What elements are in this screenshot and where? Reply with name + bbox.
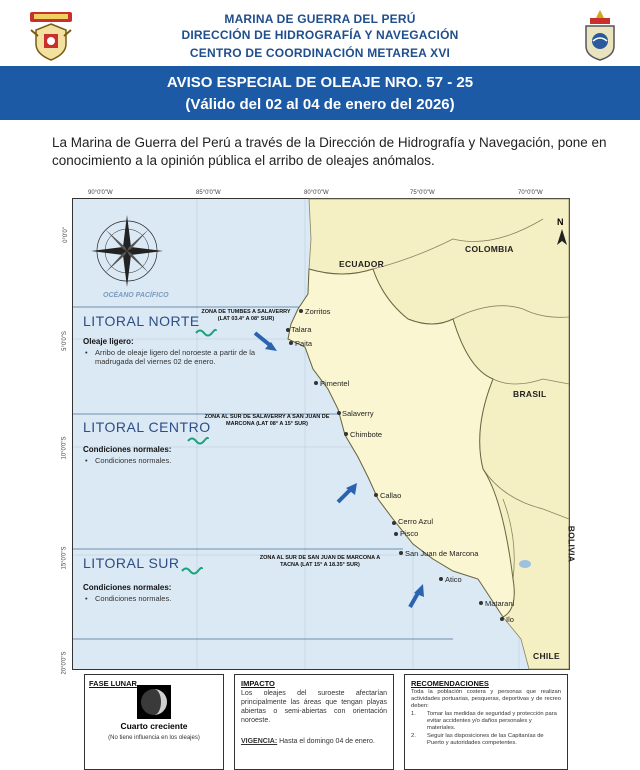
swell-arrow-icon bbox=[405, 583, 427, 609]
city-marker bbox=[500, 617, 504, 621]
intro-paragraph: La Marina de Guerra del Perú a través de la Dirección de Hidrografía y Navegación, pone en conocimiento a la opinión pública el arribo de oleajes anómalos. bbox=[52, 135, 607, 168]
condition-item-norte: • Arribo de oleaje ligero del noroeste a partir de la madrugada del viernes 02 de enero. bbox=[85, 348, 256, 366]
moon-phase-box bbox=[84, 674, 224, 770]
moon-phase-title: FASE LUNAR bbox=[89, 679, 137, 688]
wave-icon bbox=[195, 327, 217, 339]
moon-icon bbox=[137, 685, 171, 719]
zone-label-norte: ZONA DE TUMBES A SALAVERRY (LAT 03.4° A 08° SUR) bbox=[201, 309, 291, 322]
city-label: Pisco bbox=[400, 529, 419, 538]
city-marker bbox=[289, 341, 293, 345]
compass-rose-icon bbox=[87, 211, 167, 291]
north-arrow-icon bbox=[557, 229, 567, 245]
recommendation-item: 2. Seguir las disposiciones de las Capitanías de Puerto y autoridades competentes. bbox=[411, 733, 544, 746]
banner-title: AVISO ESPECIAL DE OLEAJE NRO. 57 - 25 bbox=[166, 74, 474, 91]
moon-phase-note: (No tiene influencia en los oleajes) bbox=[108, 735, 200, 741]
lon-label: 70°0'0"W bbox=[518, 190, 543, 196]
city-marker bbox=[399, 551, 403, 555]
lat-label: 0°0'0" bbox=[62, 227, 69, 243]
city-marker bbox=[286, 328, 290, 332]
lat-label: 5°0'0"S bbox=[61, 331, 68, 351]
impact-title: IMPACTO bbox=[241, 679, 275, 688]
city-label: Callao bbox=[380, 491, 402, 500]
title-banner bbox=[0, 66, 640, 120]
recommendations-box bbox=[404, 674, 568, 770]
city-label: Salaverry bbox=[342, 409, 374, 418]
dihidronav-logo bbox=[580, 8, 620, 62]
swell-arrow-icon bbox=[253, 331, 279, 353]
city-label: Chimbote bbox=[350, 430, 383, 439]
condition-title-sur: Condiciones normales: bbox=[83, 583, 172, 592]
lon-label: 90°0'0"W bbox=[88, 190, 113, 196]
country-label: COLOMBIA bbox=[465, 244, 514, 254]
lat-label: 10°0'0"S bbox=[61, 436, 68, 460]
city-marker bbox=[337, 411, 341, 415]
city-marker bbox=[344, 432, 348, 436]
lon-label: 85°0'0"W bbox=[196, 190, 221, 196]
city-label: Pimentel bbox=[320, 379, 350, 388]
wave-icon bbox=[187, 435, 209, 447]
condition-item-centro: • Condiciones normales. bbox=[85, 456, 172, 465]
city-label: Cerro Azul bbox=[398, 517, 434, 526]
recommendations-intro: Toda la población costera y personas que realizan actividades portuarias, pesqueras, deportivas y de recreo deben: bbox=[411, 689, 561, 709]
zone-label-centro: ZONA AL SUR DE SALAVERRY A SAN JUAN DE MARCONA (LAT 08° A 15° SUR) bbox=[204, 414, 330, 427]
lon-label: 75°0'0"W bbox=[410, 190, 435, 196]
city-label: San Juan de Marcona bbox=[405, 549, 479, 558]
region-title-sur: LITORAL SUR bbox=[83, 555, 180, 571]
city-marker bbox=[374, 493, 378, 497]
city-label: Ilo bbox=[506, 615, 514, 624]
moon-phase-name: Cuarto creciente bbox=[120, 721, 188, 731]
marina-logo bbox=[26, 10, 76, 62]
recommendation-item: 1. Tomar las medidas de seguridad y protección para evitar accidentes y/o daños personales y materiales. bbox=[411, 711, 557, 731]
region-title-centro: LITORAL CENTRO bbox=[83, 419, 211, 435]
north-label: N bbox=[557, 217, 564, 227]
lat-label: 20°0'0"S bbox=[61, 651, 68, 675]
header-line-1: MARINA DE GUERRA DEL PERÚ bbox=[224, 12, 416, 26]
condition-title-norte: Oleaje ligero: bbox=[83, 337, 134, 346]
city-marker bbox=[314, 381, 318, 385]
region-title-norte: LITORAL NORTE bbox=[83, 313, 200, 329]
recommendations-title: RECOMENDACIONES bbox=[411, 679, 489, 688]
header-line-2: DIRECCIÓN DE HIDROGRAFÍA Y NAVEGACIÓN bbox=[181, 28, 459, 42]
city-label: Talara bbox=[291, 325, 312, 334]
wave-map bbox=[72, 198, 577, 670]
city-label: Matarani bbox=[485, 599, 515, 608]
country-label: ECUADOR bbox=[339, 259, 385, 269]
swell-arrow-icon bbox=[335, 481, 359, 505]
header-line-3: CENTRO DE COORDINACIÓN METAREA XVI bbox=[189, 46, 451, 60]
validity-text: VIGENCIA: Hasta el domingo 04 de enero. bbox=[241, 738, 375, 745]
city-marker bbox=[439, 577, 443, 581]
ocean-label: OCÉANO PACÍFICO bbox=[103, 292, 169, 299]
city-marker bbox=[392, 521, 396, 525]
city-label: Zorritos bbox=[305, 307, 331, 316]
impact-text: Los oleajes del suroeste afectarían principalmente las áreas que tengan playas abiertas o semi-abiertas con orientación noroeste. bbox=[241, 690, 387, 724]
country-label: CHILE bbox=[533, 651, 560, 661]
country-label: BOLIVIA bbox=[566, 525, 577, 563]
lon-label: 80°0'0"W bbox=[304, 190, 329, 196]
city-marker bbox=[479, 601, 483, 605]
condition-item-sur: • Condiciones normales. bbox=[85, 594, 172, 603]
city-label: Atico bbox=[445, 575, 462, 584]
country-label: BRASIL bbox=[513, 389, 547, 399]
city-marker bbox=[394, 532, 398, 536]
zone-label-sur: ZONA AL SUR DE SAN JUAN DE MARCONA A TACNA (LAT 15° A 18.35° SUR) bbox=[259, 555, 381, 568]
banner-validity: (Válido del 02 al 04 de enero del 2026) bbox=[185, 96, 455, 113]
city-label: Paita bbox=[295, 339, 313, 348]
wave-icon bbox=[181, 565, 203, 577]
lat-label: 15°0'0"S bbox=[61, 546, 68, 570]
impact-box bbox=[234, 674, 394, 770]
condition-title-centro: Condiciones normales: bbox=[83, 445, 172, 454]
